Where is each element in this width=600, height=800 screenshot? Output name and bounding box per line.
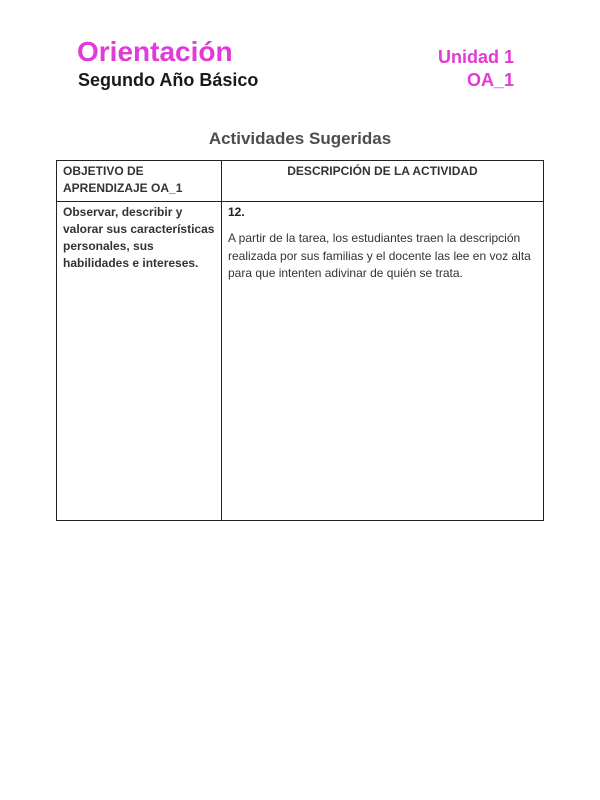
- table-row: [57, 202, 544, 521]
- grade-level: Segundo Año Básico: [78, 70, 259, 90]
- activities-table: [56, 160, 544, 521]
- activity-text: A partir de la tarea, los estudiantes traen la descripción realizada por sus familias y el docente las lee en voz alta para que intenten adivinar de quién se trata.: [228, 231, 531, 280]
- activity-number: 12.: [228, 205, 245, 219]
- description-column-header: DESCRIPCIÓN DE LA ACTIVIDAD: [222, 161, 544, 202]
- table-header-row: [57, 161, 544, 202]
- objective-column-header: OBJETIVO DE APRENDIZAJE OA_1: [57, 161, 222, 202]
- description-cell: [222, 202, 544, 521]
- section-title: Actividades Sugeridas: [208, 129, 392, 148]
- subject-title: Orientación: [77, 36, 233, 67]
- oa-code: OA_1: [466, 70, 514, 90]
- objective-cell: Observar, describir y valorar sus características personales, sus habilidades e intereses.: [57, 202, 222, 521]
- unit-label: Unidad 1: [437, 47, 514, 67]
